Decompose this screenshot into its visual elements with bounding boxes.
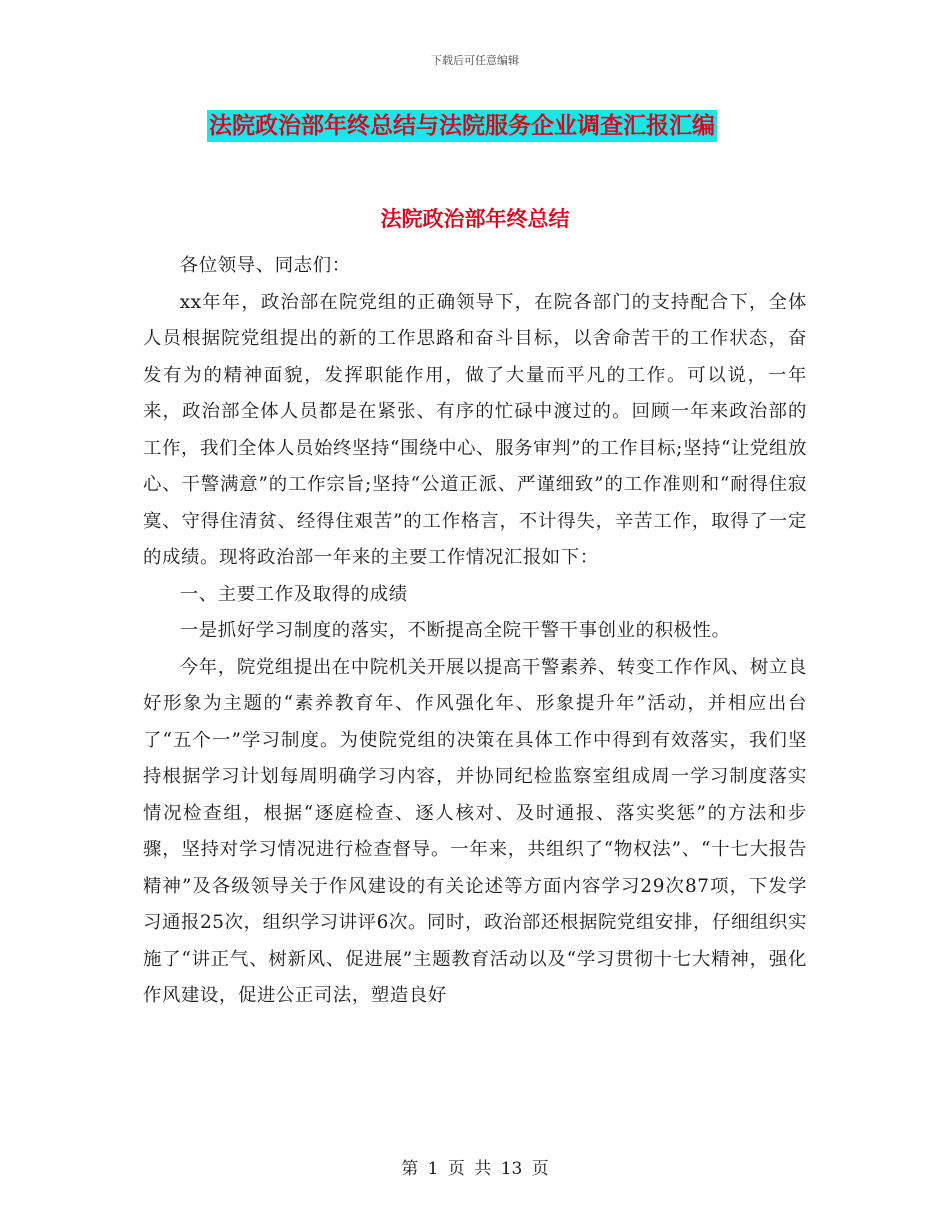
- heading-paragraph: 一、主要工作及取得的成绩: [179, 583, 408, 605]
- page-number-footer: 第 1 页 共 13 页: [401, 1159, 549, 1179]
- body-paragraph: 今年，院党组提出在中院机关开展以提高干警素养、转变工作作风、树立良好形象为主题的“素养教育年、作风强化年、形象提升年”活动，并相应出台了“五个一”学习制度。为使院党组的决策在具体工作中得到有效落实，我们坚持根据学习计划每周明确学习内容，并协同纪检监察室组成周一学习制度落实情况检查组，根据“逐庭检查、逐人核对、及时通报、落实奖惩”的方法和步骤，坚持对学习情况进行检查督导。一年来，共组织了“物权法”、“十七大报告精神”及各级领导关于作风建设的有关论述等方面内容学习29次87项，下发学习通报25次，组织学习讲评6次。同时，政治部还根据院党组安排，仔细组织实施了“讲正气、树新风、促进展”主题教育活动以及“学习贯彻十七大精神，强化作风建设，促进公正司法，塑造良好: [143, 656, 807, 1006]
- salutation-paragraph: 各位领导、同志们：: [179, 255, 351, 276]
- intro-paragraph: xx年年，政治部在院党组的正确领导下，在院各部门的支持配合下，全体人员根据院党组提出的新的工作思路和奋斗目标，以舍命苦干的工作状态，奋发有为的精神面貌，发挥职能作用，做了大量而平凡的工作。可以说，一年来，政治部全体人员都是在紧张、有序的忙碌中渡过的。回顾一年来政治部的工作，我们全体人员始终坚持“围绕中心、服务审判”的工作目标;坚持“让党组放心、干警满意”的工作宗旨;坚持“公道正派、严谨细致”的工作准则和“耐得住寂寞、守得住清贫、经得住艰苦”的工作格言，不计得失，辛苦工作，取得了一定的成绩。现将政治部一年来的主要工作情况汇报如下：: [143, 291, 807, 568]
- section-title: 法院政治部年终总结: [380, 207, 570, 231]
- document-title: 法院政治部年终总结与法院服务企业调查汇报汇编: [207, 110, 717, 142]
- page-header-note: 下载后可任意编辑: [431, 54, 519, 67]
- document-body: [143, 248, 807, 1015]
- subheading-paragraph: 一是抓好学习制度的落实，不断提高全院干警干事创业的积极性。: [179, 620, 731, 641]
